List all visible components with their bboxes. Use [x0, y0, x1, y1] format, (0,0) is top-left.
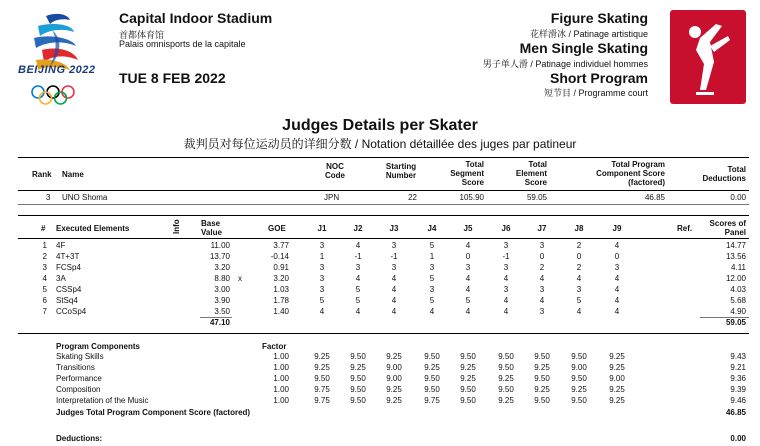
component-judge-j9: 9.25 [609, 363, 625, 372]
component-judge-j7: 9.50 [534, 396, 550, 405]
info-header: Info [172, 219, 181, 234]
sport-title: Figure Skating [550, 10, 648, 26]
pcs-header-line2: Component Score [596, 169, 665, 178]
judge-score-j4: 5 [429, 296, 435, 305]
element-name: 3A [56, 274, 66, 283]
ded-header [702, 165, 746, 183]
event-date: TUE 8 FEB 2022 [119, 70, 226, 86]
component-judge-j9: 9.25 [609, 385, 625, 394]
judge-score-j4: 5 [429, 274, 435, 283]
noc-header-line1: NOC [326, 162, 344, 171]
judge-header-8: J8 [574, 224, 584, 233]
base-value-header [201, 219, 222, 237]
start-header-line2: Number [385, 171, 417, 180]
component-judge-j8: 9.00 [571, 363, 587, 372]
rank-header: Rank [32, 170, 52, 179]
deductions-label: Deductions: [56, 434, 103, 443]
judge-score-j7: 3 [539, 285, 545, 294]
venue-name-fr: Palais omnisports de la capitale [119, 39, 246, 49]
ded-header-line2: Deductions [702, 174, 746, 183]
element-goe: 1.40 [273, 307, 289, 316]
element-number: 1 [42, 241, 47, 250]
judge-score-j6: 3 [503, 241, 509, 250]
start-header-line1: Starting [385, 162, 417, 171]
element-number: 3 [42, 263, 47, 272]
judge-score-j1: 3 [319, 274, 325, 283]
component-judge-j5: 9.25 [460, 363, 476, 372]
element-base-value: 3.90 [214, 296, 230, 305]
judge-score-j2: 5 [355, 285, 361, 294]
elements-top-rule [18, 215, 749, 216]
pcs-header [596, 160, 665, 187]
components-total-label: Judges Total Program Component Score (factored) [56, 408, 251, 417]
element-number: 2 [42, 252, 47, 261]
judge-score-j2: 4 [355, 274, 361, 283]
element-panel-score: 4.11 [731, 263, 746, 272]
judge-score-j8: 3 [576, 285, 582, 294]
page-subtitle: 裁判员对每位运动员的详细分数 / Notation détaillée des juges par patineur [183, 137, 577, 151]
event-title: Men Single Skating [519, 40, 648, 56]
venue-name: Capital Indoor Stadium [119, 10, 273, 26]
judge-score-j4: 1 [429, 252, 435, 261]
judge-score-j5: 4 [465, 241, 471, 250]
element-base-value: 13.70 [209, 252, 230, 261]
noc-header-line2: Code [325, 171, 345, 180]
ded-value: 0.00 [730, 193, 746, 202]
judge-score-j7: 3 [539, 241, 545, 250]
judge-score-j2: 5 [355, 296, 361, 305]
judge-score-j5: 4 [465, 274, 471, 283]
component-judge-j9: 9.00 [609, 374, 625, 383]
judge-score-j7: 2 [539, 263, 545, 272]
judge-score-j7: 0 [539, 252, 545, 261]
tss-header-line3: Score [461, 178, 484, 187]
component-judge-j8: 9.50 [571, 396, 587, 405]
judge-header-3: J3 [389, 224, 399, 233]
pcs-header-line1: Total Program [611, 160, 665, 169]
score-header-line2: Panel [724, 228, 746, 237]
judge-header-2: J2 [353, 224, 363, 233]
element-base-value: 11.00 [210, 241, 230, 250]
component-judge-j5: 9.25 [460, 374, 476, 383]
judge-score-j3: 4 [391, 296, 397, 305]
component-judge-j6: 9.50 [498, 363, 514, 372]
element-base-value: 3.20 [214, 263, 230, 272]
summary-header-rule [18, 190, 749, 191]
component-judge-j2: 9.50 [350, 352, 366, 361]
pcs-value: 46.85 [644, 193, 665, 202]
component-judge-j4: 9.75 [424, 396, 440, 405]
component-judge-j9: 9.25 [609, 352, 625, 361]
judge-score-j5: 4 [465, 285, 471, 294]
judge-score-j5: 5 [465, 296, 471, 305]
component-judge-j3: 9.00 [386, 363, 402, 372]
pcs-header-line3: (factored) [628, 178, 665, 187]
component-judge-j7: 9.50 [534, 374, 550, 383]
component-judge-j9: 9.25 [609, 396, 625, 405]
ref-header: Ref. [677, 224, 693, 233]
tes-value: 59.05 [526, 193, 547, 202]
judge-score-j3: -1 [390, 252, 398, 261]
component-factor: 1.00 [273, 385, 289, 394]
element-goe: 0.91 [273, 263, 289, 272]
component-factor: 1.00 [273, 374, 289, 383]
name-header: Name [62, 170, 84, 179]
elements-header-rule [18, 238, 749, 239]
judge-score-j9: 4 [614, 307, 620, 316]
component-judge-j7: 9.25 [534, 385, 550, 394]
judge-header-4: J4 [427, 224, 437, 233]
judge-score-j5: 4 [465, 307, 471, 316]
component-judge-j2: 9.50 [350, 396, 366, 405]
element-name: CCoSp4 [56, 307, 87, 316]
judge-score-j4: 4 [429, 307, 435, 316]
component-judge-j2: 9.25 [350, 363, 366, 372]
num-header: # [41, 224, 46, 233]
judge-score-j4: 3 [429, 263, 435, 272]
component-name: Composition [56, 385, 101, 394]
judge-score-j9: 4 [614, 241, 620, 250]
tes-header [516, 160, 547, 187]
element-name: 4T+3T [56, 252, 80, 261]
tes-header-line2: Element [515, 169, 547, 178]
summary-top-rule [18, 157, 749, 158]
component-panel-score: 9.36 [730, 374, 746, 383]
component-panel-score: 9.43 [730, 352, 746, 361]
component-judge-j8: 9.50 [571, 374, 587, 383]
beijing-2022-emblem [16, 10, 100, 108]
judge-score-j2: 3 [355, 263, 361, 272]
component-factor: 1.00 [273, 352, 289, 361]
judge-header-9: J9 [612, 224, 622, 233]
judge-score-j2: -1 [354, 252, 362, 261]
judge-header-1: J1 [317, 224, 327, 233]
element-base-value: 3.50 [214, 307, 230, 316]
judge-score-j3: 3 [391, 263, 397, 272]
element-base-value: 8.80 [214, 274, 230, 283]
judge-score-j3: 4 [391, 274, 397, 283]
component-judge-j5: 9.50 [460, 396, 476, 405]
score-header [710, 219, 746, 237]
component-judge-j6: 9.25 [498, 374, 514, 383]
judge-score-j1: 1 [319, 252, 325, 261]
element-goe: 1.03 [273, 285, 289, 294]
sport-subtitle: 花样滑冰 / Patinage artistique [529, 29, 648, 39]
page-title: Judges Details per Skater [282, 117, 478, 134]
judge-score-j1: 3 [319, 241, 325, 250]
tes-header-line1: Total [528, 160, 547, 169]
summary-bottom-rule [18, 204, 749, 205]
component-name: Skating Skills [56, 352, 104, 361]
component-judge-j4: 9.50 [424, 385, 440, 394]
judge-header-5: J5 [463, 224, 473, 233]
element-number: 7 [42, 307, 47, 316]
start-value: 22 [408, 193, 417, 202]
element-name: StSq4 [56, 296, 78, 305]
component-judge-j5: 9.50 [460, 352, 476, 361]
deductions-value: 0.00 [730, 434, 746, 443]
component-judge-j1: 9.75 [314, 385, 330, 394]
judge-score-j1: 4 [319, 307, 325, 316]
component-judge-j4: 9.50 [424, 374, 440, 383]
element-info: x [238, 274, 242, 283]
element-panel-score: 13.56 [725, 252, 746, 261]
venue-name-cn: 首都体育馆 [119, 30, 165, 40]
component-judge-j1: 9.75 [314, 396, 330, 405]
element-number: 5 [42, 285, 47, 294]
judge-score-j6: 3 [503, 285, 509, 294]
judge-score-j5: 0 [465, 252, 471, 261]
judge-score-j8: 2 [576, 263, 582, 272]
component-factor: 1.00 [273, 396, 289, 405]
components-header: Program Components [56, 342, 141, 351]
judge-score-j2: 4 [355, 307, 361, 316]
component-judge-j1: 9.50 [314, 374, 330, 383]
judge-score-j1: 3 [319, 285, 325, 294]
component-panel-score: 9.21 [730, 363, 746, 372]
component-judge-j4: 9.25 [424, 363, 440, 372]
tss-header-line1: Total [465, 160, 484, 169]
element-panel-score: 5.68 [730, 296, 746, 305]
judge-score-j6: 4 [503, 274, 509, 283]
judge-score-j5: 3 [465, 263, 471, 272]
component-judge-j7: 9.25 [534, 363, 550, 372]
tss-header [450, 160, 484, 187]
judge-score-j9: 4 [614, 296, 620, 305]
component-judge-j2: 9.50 [350, 385, 366, 394]
judge-score-j8: 4 [576, 307, 582, 316]
judge-score-j1: 3 [319, 263, 325, 272]
judge-score-j6: 4 [503, 307, 509, 316]
tes-header-line3: Score [524, 178, 547, 187]
judge-score-j3: 4 [391, 285, 397, 294]
judge-score-j8: 5 [576, 296, 582, 305]
component-judge-j4: 9.50 [424, 352, 440, 361]
skater-name: UNO Shoma [62, 193, 108, 202]
judge-score-j8: 2 [576, 241, 582, 250]
ded-header-line1: Total [727, 165, 746, 174]
component-judge-j5: 9.50 [460, 385, 476, 394]
element-name: FCSp4 [56, 263, 81, 272]
component-judge-j3: 9.25 [386, 396, 402, 405]
judge-score-j6: 3 [503, 263, 509, 272]
element-panel-score: 12.00 [725, 274, 746, 283]
element-name: CSSp4 [56, 285, 82, 294]
judge-score-j8: 0 [576, 252, 582, 261]
component-name: Performance [56, 374, 102, 383]
judge-score-j4: 3 [429, 285, 435, 294]
noc-value: JPN [324, 193, 340, 202]
event-subtitle: 男子单人滑 / Patinage individuel hommes [482, 59, 648, 69]
tss-header-line2: Segment [450, 169, 484, 178]
judge-score-j8: 4 [576, 274, 582, 283]
judge-score-j7: 3 [539, 307, 545, 316]
element-goe: 1.78 [273, 296, 289, 305]
element-name: 4F [56, 241, 66, 250]
component-name: Interpretation of the Music [56, 396, 149, 405]
component-judge-j6: 9.50 [498, 352, 514, 361]
segment-subtitle: 短节目 / Programme court [543, 88, 648, 98]
judge-header-6: J6 [501, 224, 511, 233]
component-judge-j3: 9.25 [386, 385, 402, 394]
goe-header: GOE [268, 224, 286, 233]
component-panel-score: 9.39 [730, 385, 746, 394]
judge-score-j6: -1 [502, 252, 510, 261]
element-number: 4 [42, 274, 47, 283]
rank-value: 3 [46, 193, 51, 202]
component-judge-j6: 9.50 [498, 385, 514, 394]
segment-title: Short Program [549, 70, 648, 86]
element-goe: -0.14 [270, 252, 289, 261]
element-panel-score: 14.77 [725, 241, 746, 250]
total-base-value: 47.10 [209, 318, 230, 327]
judge-score-j9: 0 [614, 252, 620, 261]
component-panel-score: 9.46 [730, 396, 746, 405]
component-judge-j1: 9.25 [314, 352, 330, 361]
judge-score-j3: 3 [391, 241, 397, 250]
component-name: Transitions [56, 363, 95, 372]
elements-header: Executed Elements [56, 224, 130, 233]
factor-header: Factor [262, 342, 287, 351]
judge-score-j6: 4 [503, 296, 509, 305]
components-total-score: 46.85 [725, 408, 746, 417]
component-judge-j2: 9.50 [350, 374, 366, 383]
tss-value: 105.90 [459, 193, 484, 202]
emblem-logo-text: BEIJING 2022 [18, 64, 96, 76]
judge-score-j2: 4 [355, 241, 361, 250]
judge-score-j3: 4 [391, 307, 397, 316]
judge-score-j9: 4 [614, 285, 620, 294]
start-header [378, 162, 424, 180]
element-goe: 3.20 [273, 274, 289, 283]
component-judge-j3: 9.00 [386, 374, 402, 383]
component-judge-j6: 9.25 [498, 396, 514, 405]
judge-header-7: J7 [537, 224, 547, 233]
component-factor: 1.00 [273, 363, 289, 372]
score-header-line1: Scores of [709, 219, 746, 228]
judge-score-j9: 3 [614, 263, 620, 272]
figure-skating-pictogram [670, 10, 746, 104]
noc-header [318, 162, 352, 180]
base-header-line1: Base [201, 219, 221, 228]
element-panel-score: 4.03 [730, 285, 746, 294]
judge-score-j9: 4 [614, 274, 620, 283]
judge-score-j1: 5 [319, 296, 325, 305]
component-judge-j1: 9.25 [314, 363, 330, 372]
element-base-value: 3.00 [214, 285, 230, 294]
element-number: 6 [42, 296, 47, 305]
component-judge-j7: 9.50 [534, 352, 550, 361]
component-judge-j8: 9.50 [571, 352, 587, 361]
element-goe: 3.77 [273, 241, 289, 250]
components-top-rule [18, 333, 749, 334]
judge-score-j7: 4 [539, 296, 545, 305]
base-header-line2: Value [201, 228, 222, 237]
component-judge-j3: 9.25 [386, 352, 402, 361]
element-panel-score: 4.90 [730, 307, 746, 316]
judge-score-j7: 4 [539, 274, 545, 283]
total-element-score: 59.05 [725, 318, 746, 327]
judge-score-j4: 5 [429, 241, 435, 250]
component-judge-j8: 9.25 [571, 385, 587, 394]
